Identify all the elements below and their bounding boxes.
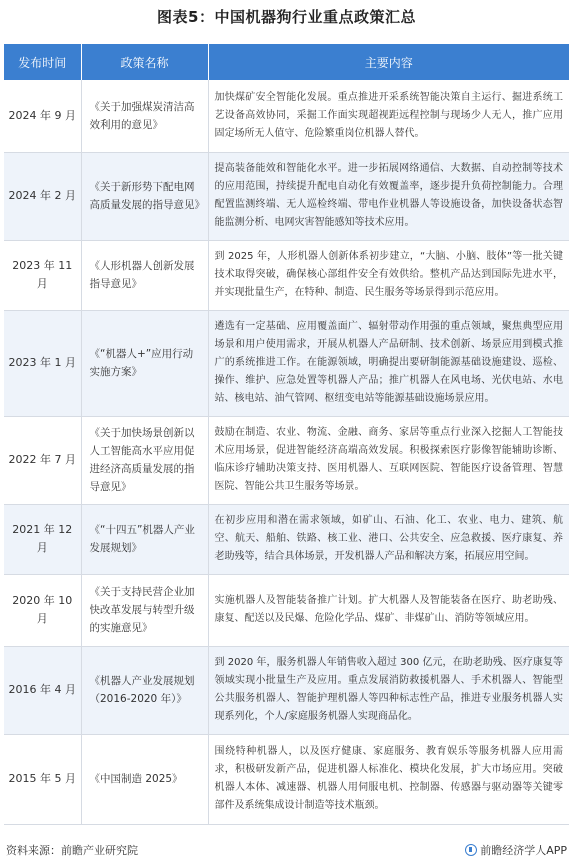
source-note: 资料来源：前瞻产业研究院 <box>6 844 138 857</box>
column-header-policy-name: 政策名称 <box>81 44 208 80</box>
row-date: 2021 年 12 月 <box>4 504 81 574</box>
row-content: 提高装备能效和智能化水平。进一步拓展网络通信、大数据、自动控制等技术的应用范围，持续提升配电自动化有效覆盖率，逐步提升负荷控制能力。合理配置监测终端、无人巡检终端、带电作业机器人等设施设备，加快设备状态智能监测分析、电网灾害智能感知等技术应用。 <box>208 152 569 240</box>
row-content: 加快煤矿安全智能化发展。重点推进开采系统智能决策自主运行、掘进系统工艺设备高效协同，采掘工作面实现超视距远程控制与现场少人无人，推广应用固定场所无人值守、危险繁重岗位机器人替代。 <box>208 80 569 152</box>
policy-table <box>4 44 569 825</box>
row-date: 2016 年 4 月 <box>4 646 81 734</box>
page-title: 图表5：中国机器狗行业重点政策汇总 <box>157 8 416 26</box>
column-header-content: 主要内容 <box>208 44 569 80</box>
table-header-row <box>4 44 569 80</box>
table-row <box>4 734 569 824</box>
row-policy-name: 《关于支持民营企业加快改革发展与转型升级的实施意见》 <box>81 574 208 646</box>
row-date: 2020 年 10 月 <box>4 574 81 646</box>
row-date: 2015 年 5 月 <box>4 734 81 824</box>
table-row <box>4 574 569 646</box>
table-row <box>4 310 569 416</box>
table-row <box>4 80 569 152</box>
row-content: 在初步应用和潜在需求领域，如矿山、石油、化工、农业、电力、建筑、航空、航天、船舶、铁路、核工业、港口、公共安全、应急救援、医疗康复、养老助残等，结合具体场景，开发机器人产品和解决方案，拓展应用空间。 <box>208 504 569 574</box>
footer <box>6 842 567 860</box>
row-content: 实施机器人及智能装备推广计划。扩大机器人及智能装备在医疗、助老助残、康复、配送以及民爆、危险化学品、煤矿、非煤矿山、消防等领域应用。 <box>208 574 569 646</box>
row-date: 2022 年 7 月 <box>4 416 81 504</box>
brand-label: 前瞻经济学人APP <box>480 844 567 857</box>
row-policy-name: 《“机器人+”应用行动实施方案》 <box>81 310 208 416</box>
table-row <box>4 504 569 574</box>
column-header-date: 发布时间 <box>4 44 81 80</box>
row-date: 2024 年 9 月 <box>4 80 81 152</box>
brand-mark <box>465 842 567 858</box>
row-content: 围绕特种机器人，以及医疗健康、家庭服务、教育娱乐等服务机器人应用需求，积极研发新产品，促进机器人标准化、模块化发展，扩大市场应用。突破机器人本体、减速器、机器人用伺服电机、控制器、传感器与驱动器等关键零部件及系统集成设计制造等技术瓶颈。 <box>208 734 569 824</box>
row-content: 鼓励在制造、农业、物流、金融、商务、家居等重点行业深入挖掘人工智能技术应用场景，促进智能经济高端高效发展。积极探索医疗影像智能辅助诊断、临床诊疗辅助决策支持、医用机器人、互联网医院、智能医疗设备管理、智慧医院、智能公共卫生服务等场景。 <box>208 416 569 504</box>
row-content: 到 2020 年，服务机器人年销售收入超过 300 亿元，在助老助残、医疗康复等领域实现小批量生产及应用。重点发展消防救援机器人、手术机器人、智能型公共服务机器人、智能护理机器人等四种标志性产品，推进专业服务机器人实现系列化，个人/家庭服务机器人实现商品化。 <box>208 646 569 734</box>
qianzhan-logo-icon <box>465 844 477 856</box>
row-content: 遴选有一定基础、应用覆盖面广、辐射带动作用强的重点领域，聚焦典型应用场景和用户使用需求，开展从机器人产品研制、技术创新、场景应用到模式推广的系统推进工作。在能源领域，明确提出要研制能源基础设施建设、巡检、操作、维护、应急处置等机器人产品；推广机器人在风电场、光伏电站、水电站、核电站、油气管网、枢纽变电站等能源基础设施场景应用。 <box>208 310 569 416</box>
row-policy-name: 《机器人产业发展规划（2016-2020 年）》 <box>81 646 208 734</box>
row-date: 2023 年 11 月 <box>4 240 81 310</box>
row-policy-name: 《关于加快场景创新以人工智能高水平应用促进经济高质量发展的指导意见》 <box>81 416 208 504</box>
row-content: 到 2025 年，人形机器人创新体系初步建立，“大脑、小脑、肢体”等一批关键技术取得突破，确保核心部组件安全有效供给。整机产品达到国际先进水平，并实现批量生产，在特种、制造、民生服务等场景得到示范应用。 <box>208 240 569 310</box>
table-row <box>4 240 569 310</box>
row-date: 2023 年 1 月 <box>4 310 81 416</box>
row-policy-name: 《关于新形势下配电网高质量发展的指导意见》 <box>81 152 208 240</box>
row-policy-name: 《人形机器人创新发展指导意见》 <box>81 240 208 310</box>
row-date: 2024 年 2 月 <box>4 152 81 240</box>
table-row <box>4 152 569 240</box>
row-policy-name: 《中国制造 2025》 <box>81 734 208 824</box>
row-policy-name: 《“十四五”机器人产业发展规划》 <box>81 504 208 574</box>
row-policy-name: 《关于加强煤炭清洁高效利用的意见》 <box>81 80 208 152</box>
table-row <box>4 646 569 734</box>
table-row <box>4 416 569 504</box>
